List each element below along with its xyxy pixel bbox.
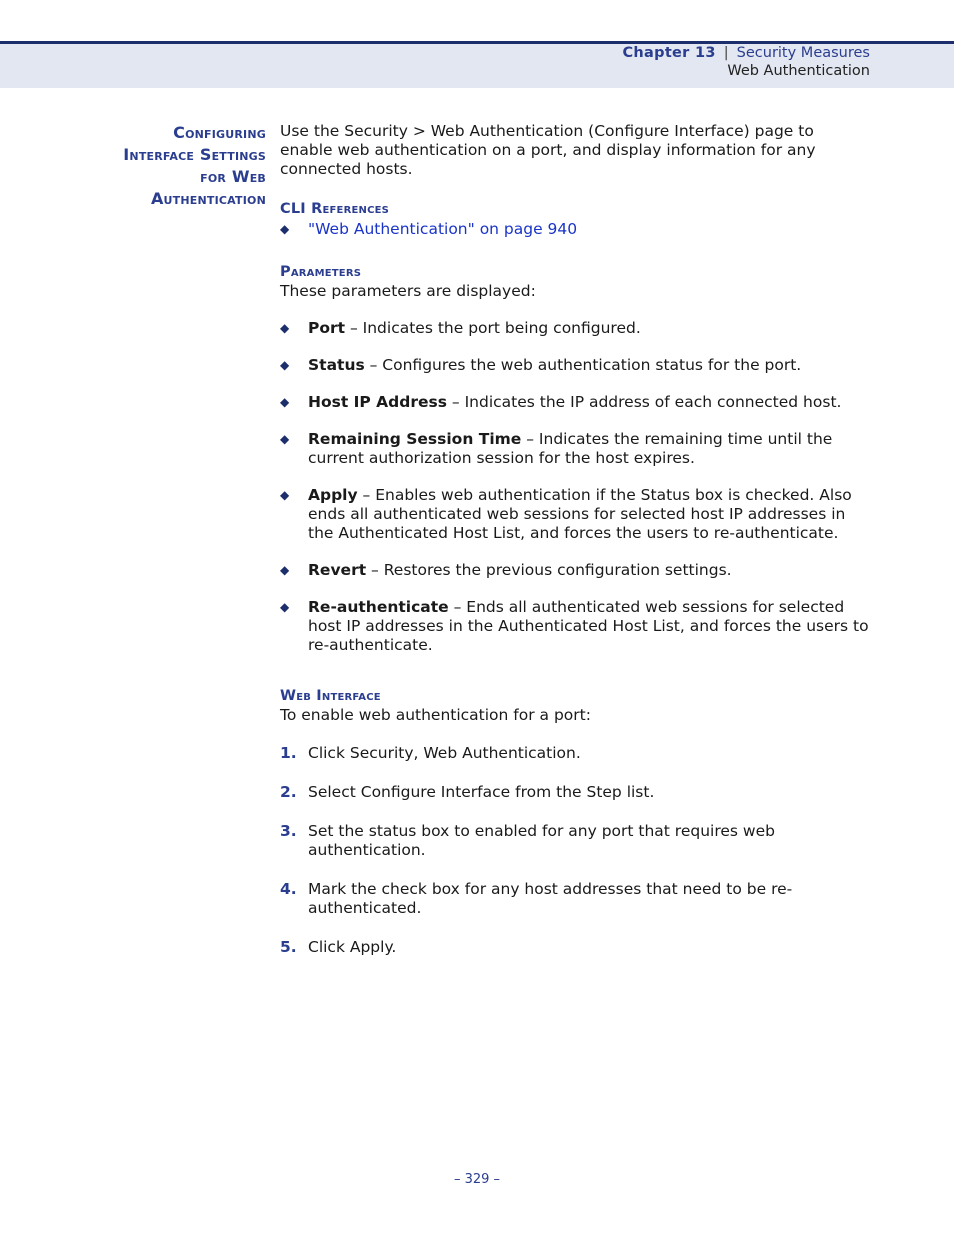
step-text: Select Configure Interface from the Step list. [308,783,655,801]
parameter-term: Host IP Address [308,393,447,411]
parameter-term: Port [308,319,346,337]
step-number: 4. [280,880,297,898]
step-item [280,822,870,860]
header-separator: | [723,45,729,61]
diamond-bullet-icon: ◆ [280,488,290,502]
parameter-term: Apply [308,486,358,504]
section-heading [66,122,266,210]
step-item [280,783,870,802]
step-text: Mark the check box for any host addresses that need to be re-authenticated. [308,880,793,917]
section-heading-line: Authentication [150,189,266,208]
parameter-item [280,430,870,468]
parameter-item [280,561,870,580]
parameter-text [308,356,870,375]
parameter-text [308,319,870,338]
parameter-text [308,598,870,655]
parameters-heading: Parameters [280,264,362,280]
diamond-bullet-icon: ◆ [280,222,290,236]
parameter-description: – Ends all authenticated web sessions for selected host IP addresses in the Authenticated Host List, and forces the users to re-authenticate. [308,598,869,654]
parameter-item [280,598,870,655]
web-interface-intro: To enable web authentication for a port: [280,706,591,724]
section-heading-line: for Web [200,167,266,186]
diamond-bullet-icon: ◆ [280,395,290,409]
parameter-text [308,486,870,543]
parameter-text [308,561,870,580]
step-item [280,744,870,763]
parameter-term: Revert [308,561,367,579]
parameter-list [280,319,870,655]
cli-reference-item [280,220,870,239]
step-number: 2. [280,783,297,801]
parameters-intro: These parameters are displayed: [280,282,536,300]
section-heading-line: Configuring [173,123,266,142]
step-text: Click Security, Web Authentication. [308,744,581,762]
main-content [280,122,870,977]
step-number: 3. [280,822,297,840]
cli-references-heading: CLI References [280,201,390,217]
diamond-bullet-icon: ◆ [280,600,290,614]
web-interface-heading: Web Interface [280,688,381,704]
parameter-description: – Configures the web authentication status for the port. [364,356,802,374]
parameter-description: – Enables web authentication if the Status box is checked. Also ends all authenticated web sessions for selected host IP addresses in the Authenticated Host List, and forces the users to re-authenticate. [308,486,852,542]
parameter-text [308,393,870,412]
diamond-bullet-icon: ◆ [280,321,290,335]
diamond-bullet-icon: ◆ [280,563,290,577]
step-item [280,938,870,957]
step-text: Set the status box to enabled for any port that requires web authentication. [308,822,775,859]
parameter-item [280,486,870,543]
diamond-bullet-icon: ◆ [280,432,290,446]
section-title: Web Authentication [727,63,870,79]
chapter-title: Security Measures [736,45,870,61]
step-text: Click Apply. [308,938,397,956]
step-item [280,880,870,918]
running-header [622,45,870,61]
step-number: 1. [280,744,297,762]
parameter-text [308,430,870,468]
parameter-term: Re-authenticate [308,598,449,616]
step-number: 5. [280,938,297,956]
parameter-term: Status [308,356,365,374]
step-list [280,744,870,957]
parameter-item [280,356,870,375]
cli-reference-link[interactable]: "Web Authentication" on page 940 [308,220,578,238]
section-heading-line: Interface Settings [123,145,266,164]
chapter-label: Chapter 13 [622,45,716,61]
intro-paragraph: Use the Security > Web Authentication (Configure Interface) page to enable web authentication on a port, and display information for any connected hosts. [280,122,816,178]
diamond-bullet-icon: ◆ [280,358,290,372]
parameter-term: Remaining Session Time [308,430,522,448]
parameter-item [280,393,870,412]
parameter-description: – Indicates the IP address of each connected host. [446,393,842,411]
parameter-description: – Restores the previous configuration settings. [366,561,732,579]
parameter-description: – Indicates the remaining time until the current authorization session for the host expires. [308,430,833,467]
page-number: – 329 – [453,1172,501,1187]
parameter-description: – Indicates the port being configured. [345,319,641,337]
parameter-item [280,319,870,338]
